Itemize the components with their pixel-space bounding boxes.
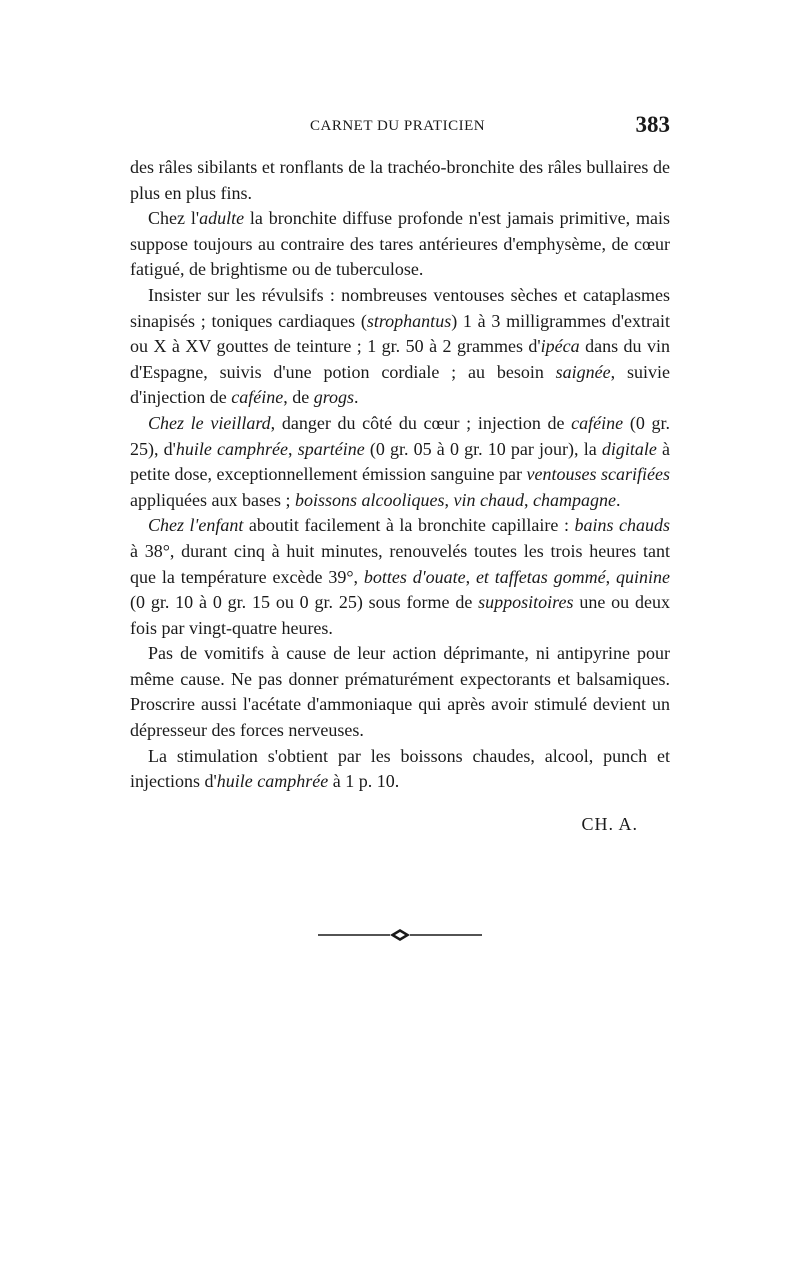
- italic-term: digitale: [601, 438, 657, 459]
- italic-term: ventouses scarifiées: [526, 464, 670, 485]
- italic-term: suppositoires: [478, 592, 574, 613]
- italic-term: et taffetas gommé: [475, 566, 606, 587]
- paragraph-3: Insister sur les révulsifs : nombreuses ventouses sèches et cataplasmes sinapisés ; toniques cardiaques (strophantus) 1 à 3 milligrammes d'extrait ou X à XV gouttes de teinture ; 1 gr. 50 à 2 grammes d'ipéca dans du vin d'Espagne, suivis d'une potion cordiale ; au besoin saignée, suivie d'injection de caféine, de grogs.: [130, 284, 671, 408]
- italic-term: huile camphrée: [175, 438, 289, 459]
- italic-term: caféine: [231, 387, 284, 408]
- paragraph-1: des râles sibilants et ronflants de la trachéo-bronchite des râles bullaires de plus en plus fins.: [130, 157, 670, 203]
- italic-term: quinine: [616, 566, 670, 587]
- end-ornament-icon: [318, 927, 482, 943]
- italic-term: ipéca: [540, 336, 580, 357]
- italic-term: adulte: [199, 208, 245, 229]
- italic-term: huile camphrée: [216, 771, 329, 792]
- italic-term: bottes d'ouate: [363, 566, 466, 587]
- page-number: 383: [635, 112, 670, 137]
- author-signature: CH. A.: [581, 814, 638, 834]
- italic-term: caféine: [571, 412, 624, 433]
- paragraph-4: Chez le vieillard, danger du côté du cœur ; injection de caféine (0 gr. 25), d'huile camphrée, spartéine (0 gr. 05 à 0 gr. 10 par jour), la digitale à petite dose, exceptionnellement émission sanguine par ventouses scarifiées appliquées aux bases ; boissons alcooliques, vin chaud, champagne.: [130, 412, 671, 510]
- paragraph-5: Chez l'enfant aboutit facilement à la bronchite capillaire : bains chauds à 38°, durant cinq à huit minutes, renouvelés toutes les trois heures tant que la température excède 39°, bottes d'ouate, et taffetas gommé, quinine (0 gr. 10 à 0 gr. 15 ou 0 gr. 25) sous forme de suppositoires une ou deux fois par vingt-quatre heures.: [130, 515, 671, 638]
- article-body: [130, 155, 670, 795]
- paragraph-6: Pas de vomitifs à cause de leur action déprimante, ni antipyrine pour même cause. Ne pas donner prématurément expectorants et balsamiques. Proscrire aussi l'acétate d'ammoniaque qui après avoir stimulé devient un dépresseur des forces nerveuses.: [130, 643, 670, 741]
- running-head: CARNET DU PRATICIEN: [310, 118, 486, 134]
- italic-term: Chez le vieillard: [148, 412, 271, 433]
- italic-term: champagne: [532, 489, 616, 510]
- page-header: [130, 112, 670, 144]
- italic-term: spartéine: [297, 438, 365, 459]
- paragraph-7: La stimulation s'obtient par les boissons chaudes, alcool, punch et injections d'huile camphrée à 1 p. 10.: [130, 745, 670, 792]
- italic-term: vin chaud: [453, 489, 524, 510]
- italic-term: bains chauds: [574, 515, 671, 536]
- italic-term: grogs: [313, 387, 355, 408]
- italic-term: Chez l'enfant: [148, 515, 244, 536]
- italic-term: strophantus: [366, 310, 452, 331]
- paragraph-2: Chez l'adulte la bronchite diffuse profonde n'est jamais primitive, mais suppose toujours au contraire des tares antérieures d'emphysème, de cœur fatigué, de brightisme ou de tuberculose.: [130, 208, 670, 280]
- italic-term: boissons alcooliques: [294, 489, 445, 510]
- italic-term: saignée: [555, 361, 611, 382]
